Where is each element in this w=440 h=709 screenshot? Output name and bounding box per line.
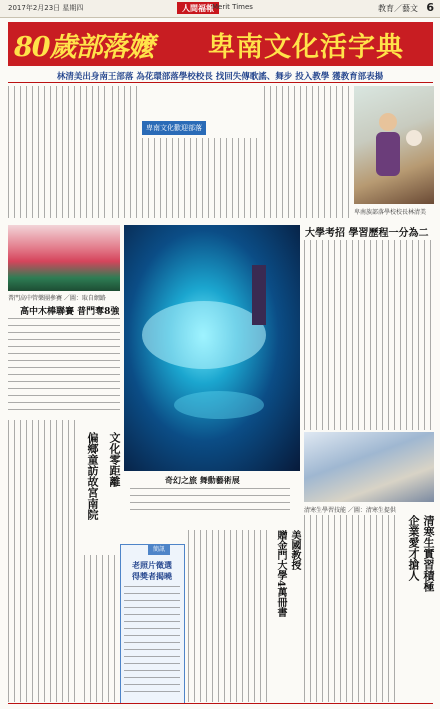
books-headline	[286, 530, 300, 570]
lead-headline-left: 80歲部落嬤	[14, 32, 154, 63]
section-name: 教育／藝文	[378, 4, 418, 13]
newspaper-logo-sub: Merit Times	[212, 3, 253, 11]
village-article-text	[84, 555, 116, 702]
music-photo-caption: 普門高中管樂團參賽 ／圖：取自網路	[8, 295, 106, 302]
lead-subtitle: 林清美出身南王部落 為花環部落學校校長 找回失傳歌謠、舞步 投入教學 獲教育部表揚	[56, 72, 384, 82]
art-photo-caption: 奇幻之旅 舞動藝術展	[165, 475, 240, 485]
village-headline-line-2: 偏鄉童訪故宮南院	[86, 432, 99, 520]
village-article-text	[8, 420, 78, 702]
lead-article-text	[112, 86, 138, 218]
lab-headline-line-2: 企業愛才搶人	[407, 515, 420, 581]
news-brief-tag: 簡訊	[148, 545, 170, 555]
news-brief-title-line-2: 得獎者揭曉	[132, 572, 172, 581]
issue-date: 2017年2月23日 星期四	[8, 4, 84, 12]
newspaper-logo: 人間福報	[177, 2, 219, 14]
lead-section-label: 卑南文化歡迎部落	[142, 121, 206, 135]
divider	[8, 82, 433, 83]
lead-article-text	[8, 86, 108, 218]
books-headline-line-1: 美國教授	[289, 530, 300, 570]
whale-shark-projection	[124, 225, 300, 471]
village-headline-2	[82, 432, 98, 520]
lab-headline	[420, 515, 434, 592]
lead-portrait-photo	[354, 86, 434, 204]
news-brief-title	[126, 560, 178, 582]
exam-headline: 大學考招 學習歷程一分為二	[305, 228, 429, 239]
books-headline-2	[272, 530, 286, 617]
art-exhibit-photo	[124, 225, 300, 471]
village-headline-line-1: 文化零距離	[108, 432, 121, 487]
news-brief-text	[124, 586, 180, 696]
lead-headline-right: 卑南文化活字典	[208, 32, 404, 63]
lab-headline-2	[405, 515, 419, 581]
lab-article-text	[304, 515, 400, 702]
person-figure	[354, 86, 434, 204]
lead-banner	[8, 22, 433, 66]
masthead	[0, 0, 440, 18]
music-band-photo	[8, 225, 120, 291]
lead-article-text	[142, 138, 260, 218]
books-article-text	[188, 530, 268, 702]
news-brief-title-line-1: 老照片徵選	[132, 561, 172, 570]
lab-photo-caption: 清寒生學習技能 ／圖：清寒生提供	[304, 507, 396, 514]
bottom-divider	[8, 703, 433, 704]
village-headline	[98, 432, 120, 487]
music-article-text	[8, 318, 120, 414]
lab-photo	[304, 432, 434, 502]
lead-photo-caption: 卑南族部落學校校長林清美	[354, 209, 427, 216]
lab-headline-line-1: 清寒生實習積極	[422, 515, 435, 592]
exam-article-text	[304, 240, 434, 430]
lead-article-text	[264, 86, 350, 218]
music-headline: 高中木棒聯賽 普門奪8強	[20, 307, 120, 317]
page-number: 6	[426, 1, 434, 14]
art-caption-text	[130, 488, 290, 516]
books-headline-line-2: 贈金門大學4萬冊書	[275, 530, 286, 617]
